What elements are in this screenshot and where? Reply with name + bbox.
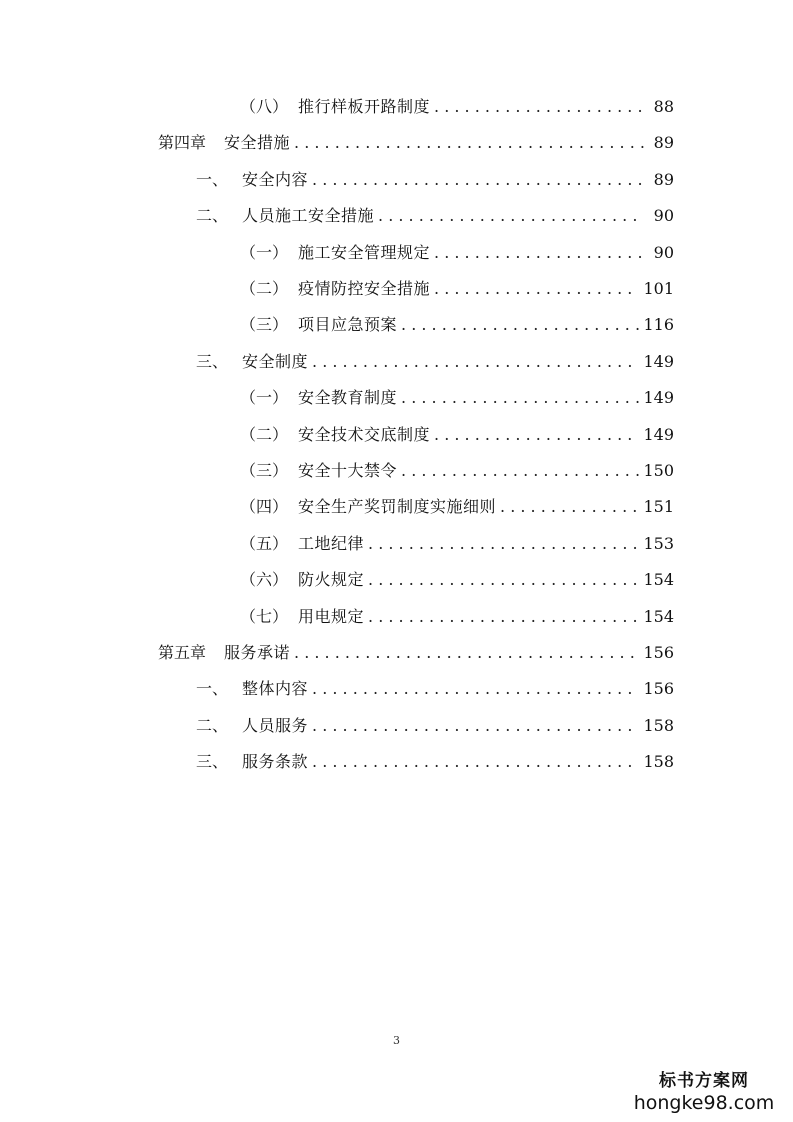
- toc-entry: [240, 380, 674, 416]
- toc-dot-leader: [312, 744, 639, 780]
- toc-entry-title: 用电规定: [298, 607, 365, 626]
- toc-entry-title: 推行样板开路制度: [298, 97, 431, 116]
- toc-entry-number: （八）: [240, 97, 289, 116]
- watermark-logo: [629, 1070, 779, 1114]
- toc-entry-page: 154: [643, 607, 674, 626]
- toc-entry: [240, 599, 674, 635]
- toc-entry-page: 88: [653, 97, 674, 116]
- toc-dot-leader: [368, 562, 639, 598]
- toc-dot-leader: [378, 198, 644, 234]
- toc-entry-number: （五）: [240, 534, 289, 553]
- toc-dot-leader: [312, 708, 639, 744]
- toc-entry: [240, 307, 674, 343]
- toc-entry-number: 二、: [196, 716, 229, 735]
- toc-entry-page: 90: [653, 243, 674, 262]
- toc-dot-leader: [434, 235, 644, 271]
- toc-entry-page: 149: [643, 425, 674, 444]
- watermark-url: hongke98.com: [633, 1092, 775, 1114]
- toc-entry-title: 安全制度: [242, 352, 309, 371]
- toc-entry-number: （六）: [240, 570, 289, 589]
- toc-entry: [196, 344, 674, 380]
- toc-dot-leader: [312, 344, 639, 380]
- toc-entry-number: 三、: [196, 352, 229, 371]
- toc-entry-page: 116: [643, 315, 674, 334]
- toc-dot-leader: [500, 489, 639, 525]
- toc-dot-leader: [401, 380, 639, 416]
- toc-entry-title: 安全措施: [224, 133, 291, 152]
- toc-entry-number: （三）: [240, 461, 289, 480]
- toc-entry-page: 90: [653, 206, 674, 225]
- toc-dot-leader: [434, 271, 639, 307]
- toc-entry-page: 154: [643, 570, 674, 589]
- toc-entry-number: （二）: [240, 425, 289, 444]
- toc-dot-leader: [434, 89, 644, 125]
- toc-entry-page: 150: [643, 461, 674, 480]
- toc-entry-page: 156: [643, 679, 674, 698]
- toc-entry-number: 第四章: [158, 133, 207, 152]
- toc-entry-page: 149: [643, 352, 674, 371]
- toc-entry-number: （四）: [240, 497, 289, 516]
- toc-entry-page: 158: [643, 716, 674, 735]
- toc-entry-title: 安全内容: [242, 170, 309, 189]
- toc-dot-leader: [294, 125, 644, 161]
- toc-entry-number: 二、: [196, 206, 229, 225]
- toc-entry-page: 149: [643, 388, 674, 407]
- toc-entry-page: 89: [653, 133, 674, 152]
- toc-entry-title: 人员施工安全措施: [242, 206, 375, 225]
- toc-entry-page: 156: [643, 643, 674, 662]
- toc-entry-title: 施工安全管理规定: [298, 243, 431, 262]
- toc-entry: [240, 489, 674, 525]
- toc-entry-number: （三）: [240, 315, 289, 334]
- toc-entry: [196, 708, 674, 744]
- toc-entry: [240, 271, 674, 307]
- toc-dot-leader: [294, 635, 639, 671]
- toc-entry-title: 服务条款: [242, 752, 309, 771]
- toc-entry-page: 101: [643, 279, 674, 298]
- toc-entry-title: 工地纪律: [298, 534, 365, 553]
- toc-dot-leader: [312, 671, 639, 707]
- toc-entry-number: 第五章: [158, 643, 207, 662]
- page-number: 3: [393, 1034, 400, 1047]
- toc-entry-page: 89: [653, 170, 674, 189]
- toc-entry-number: （一）: [240, 243, 289, 262]
- toc-entry-title: 安全教育制度: [298, 388, 398, 407]
- toc-dot-leader: [401, 453, 639, 489]
- toc-entry: [240, 417, 674, 453]
- toc-entry: [240, 453, 674, 489]
- toc-entry: [240, 235, 674, 271]
- toc-entry-title: 人员服务: [242, 716, 309, 735]
- toc-entry: [196, 162, 674, 198]
- watermark-title: 标书方案网: [659, 1071, 749, 1091]
- toc-entry-page: 151: [643, 497, 674, 516]
- toc-dot-leader: [368, 526, 639, 562]
- toc-entry-title: 整体内容: [242, 679, 309, 698]
- toc-entry: [196, 671, 674, 707]
- toc-entry: [240, 562, 674, 598]
- toc-dot-leader: [368, 599, 639, 635]
- toc-entry-number: （二）: [240, 279, 289, 298]
- toc-dot-leader: [312, 162, 644, 198]
- toc-entry-title: 安全生产奖罚制度实施细则: [298, 497, 497, 516]
- toc-entry-title: 安全技术交底制度: [298, 425, 431, 444]
- toc-entry: [240, 89, 674, 125]
- toc-entry-number: （一）: [240, 388, 289, 407]
- toc-entry-number: 一、: [196, 170, 229, 189]
- toc-entry: [158, 635, 674, 671]
- toc-entry-page: 158: [643, 752, 674, 771]
- toc-entry-title: 疫情防控安全措施: [298, 279, 431, 298]
- toc-entry-title: 安全十大禁令: [298, 461, 398, 480]
- toc-entry-number: 一、: [196, 679, 229, 698]
- toc-dot-leader: [434, 417, 639, 453]
- toc-entry: [240, 526, 674, 562]
- toc-entry-number: 三、: [196, 752, 229, 771]
- toc-entry: [196, 744, 674, 780]
- toc-entry-title: 防火规定: [298, 570, 365, 589]
- toc-entry: [196, 198, 674, 234]
- toc-entry-title: 项目应急预案: [298, 315, 398, 334]
- toc-entry: [158, 125, 674, 161]
- toc-dot-leader: [401, 307, 639, 343]
- toc-entry-title: 服务承诺: [224, 643, 291, 662]
- toc-entry-page: 153: [643, 534, 674, 553]
- toc-entry-number: （七）: [240, 607, 289, 626]
